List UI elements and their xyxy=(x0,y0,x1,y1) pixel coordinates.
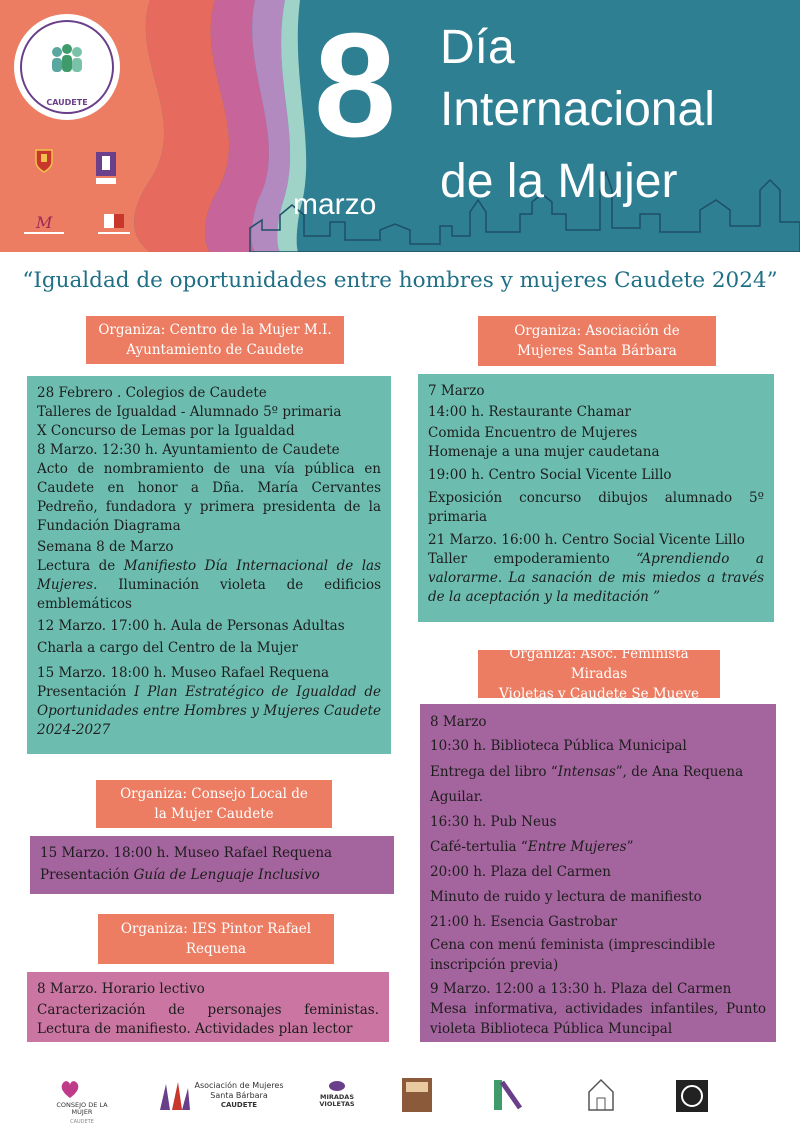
event-date: Semana 8 de Marzo xyxy=(37,539,174,555)
mujer-logo-icon xyxy=(96,152,116,188)
event-panel-ies: 8 Marzo. Horario lectivo Caracterización de personajes feministas. Lectura de manifiesto. Actividades plan lector xyxy=(27,972,389,1042)
heart-icon xyxy=(60,1078,80,1100)
event-date: 8 Marzo xyxy=(430,714,487,730)
event-date: 12 Marzo. 17:00 h. Aula de Personas Adultas xyxy=(37,618,345,634)
svg-text:M: M xyxy=(36,213,53,232)
event-panel-miradas-violetas: 8 Marzo 10:30 h. Biblioteca Pública Municipal Entrega del libro “Intensas”, de Ana Requena Aguilar. 16:30 h. Pub Neus Café-tertulia “Entre Mujeres” 20:00 h. Plaza del Carmen Minuto de ruido y lectura de manifiesto 21:00 h. Esencia Gastrobar Cena con menú feminista (imprescindible inscripción previa) 9 Marzo. 12:00 a 13:30 h. Plaza del Carmen Mesa informativa, actividades infantiles, Punto violeta Biblioteca Pública Muncipal xyxy=(420,704,776,1042)
event-date: 7 Marzo xyxy=(428,383,485,399)
mujer-institute-icon xyxy=(24,212,64,240)
organizer-label: Organiza: Consejo Local de la Mujer Caudete xyxy=(96,780,332,828)
organizer-label: Organiza: IES Pintor Rafael Requena xyxy=(98,914,334,964)
hands-icon xyxy=(156,1080,192,1112)
title-line-2: Internacional xyxy=(440,83,715,136)
igualdad-plan-logo xyxy=(14,14,120,120)
consejo-mujer-logo: CONSEJO DE LA MUJER xyxy=(56,1078,108,1118)
caudete-se-mueve-icon xyxy=(492,1078,522,1112)
day-number: 8 xyxy=(313,3,397,168)
house-logo-icon xyxy=(586,1076,616,1112)
logo-caption: CAUDETE xyxy=(46,98,88,107)
event-date: 8 Marzo. 12:30 h. Ayuntamiento de Caudete xyxy=(37,442,340,458)
organizer-label: Organiza: Centro de la Mujer M.I. Ayuntamiento de Caudete xyxy=(86,316,344,364)
book-logo-icon xyxy=(402,1078,432,1112)
title-line-1: Día xyxy=(440,21,515,74)
event-date: 15 Marzo. 18:00 h. Museo Rafael Requena xyxy=(40,845,333,861)
footer-caption: CAUDETE xyxy=(70,1119,94,1125)
event-panel-consejo: 15 Marzo. 18:00 h. Museo Rafael Requena Presentación Guía de Lenguaje Inclusivo xyxy=(30,836,394,894)
event-panel-santa-barbara: 7 Marzo 14:00 h. Restaurante Chamar Comida Encuentro de Mujeres Homenaje a una mujer caudetana 19:00 h. Centro Social Vicente Lillo Exposición concurso dibujos alumnado 5º primaria 21 Marzo. 16:00 h. Centro Social Vicente Lillo Taller empoderamiento “Aprendiendo a valorarme. La sanación de mis miedos a través de la aceptación y la meditación ” xyxy=(418,374,774,622)
miradas-violetas-logo: MIRADAS VIOLETAS xyxy=(316,1080,358,1114)
header-banner xyxy=(0,0,800,252)
event-date: 21 Marzo. 16:00 h. Centro Social Vicente Lillo xyxy=(428,532,745,548)
people-icon xyxy=(47,42,87,76)
eye-icon xyxy=(328,1080,346,1092)
castilla-la-mancha-icon xyxy=(98,212,130,240)
month-label: marzo xyxy=(293,188,377,221)
organizer-label: Organiza: Asoc. Feminista Miradas Violetas y Caudete Se Mueve xyxy=(478,650,720,698)
event-date: 9 Marzo. 12:00 a 13:30 h. Plaza del Carmen xyxy=(430,981,732,997)
organizer-label: Organiza: Asociación de Mujeres Santa Bárbara xyxy=(478,316,716,366)
title-line-3: de la Mujer xyxy=(440,155,678,208)
coat-of-arms-icon xyxy=(34,148,54,174)
event-date: 8 Marzo. Horario lectivo xyxy=(37,981,205,997)
event-panel-centro-mujer: 28 Febrero . Colegios de Caudete Talleres de Igualdad - Alumnado 5º primaria X Concurso de Lemas por la Igualdad 8 Marzo. 12:30 h. Ayuntamiento de Caudete Acto de nombramiento de una vía pública en Caudete en honor a Dña. María Cervantes Pedreño, fundadora y primera presidenta de la Fundación Diagrama Semana 8 de Marzo Lectura de Manifiesto Día Internacional de las Mujeres. Iluminación violeta de edificios emblemáticos 12 Marzo. 17:00 h. Aula de Personas Adultas Charla a cargo del Centro de la Mujer 15 Marzo. 18:00 h. Museo Rafael Requena Presentación I Plan Estratégico de Igualdad de Oportunidades entre Hombres y Mujeres Caudete 2024-2027 xyxy=(27,376,391,754)
santa-barbara-logo: Asociación de Mujeres Santa Bárbara CAUDETE xyxy=(156,1080,286,1116)
event-date: 15 Marzo. 18:00 h. Museo Rafael Requena xyxy=(37,665,330,681)
campaign-subtitle: “Igualdad de oportunidades entre hombres y mujeres Caudete 2024” xyxy=(22,268,778,293)
event-date: 28 Febrero . Colegios de Caudete xyxy=(37,385,267,401)
circle-logo-icon xyxy=(676,1080,708,1112)
